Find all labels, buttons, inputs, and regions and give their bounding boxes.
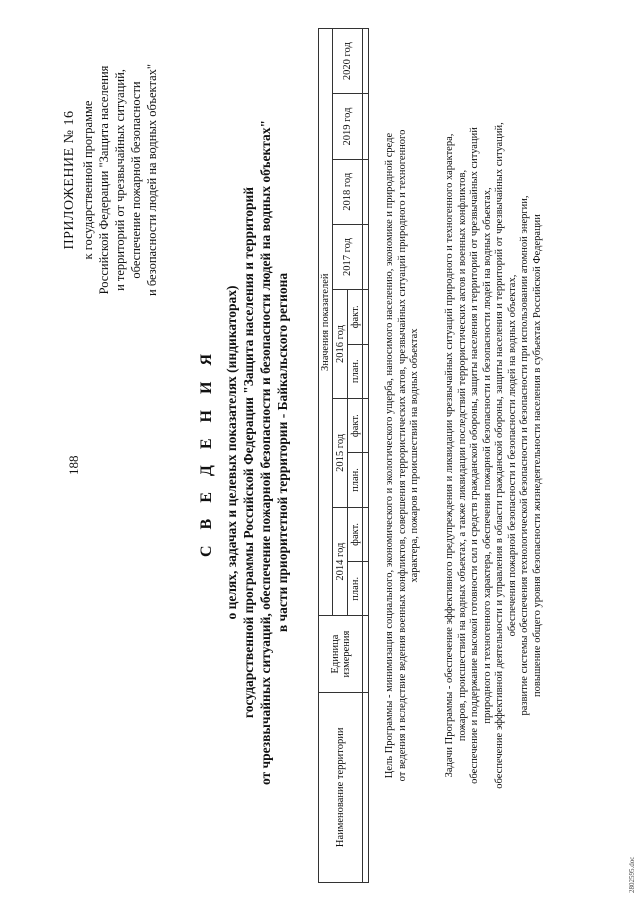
- empty-cell: [363, 94, 369, 159]
- appendix-line: и территорий от чрезвычайных ситуаций,: [113, 69, 127, 291]
- header-year-2015: 2015 год: [333, 398, 348, 507]
- appendix-line: Российской Федерации "Защита населения: [97, 65, 111, 295]
- header-plan: план.: [348, 344, 363, 398]
- program-tasks: [444, 28, 544, 883]
- header-plan: план.: [348, 453, 363, 507]
- header-year-2019: 2019 год: [333, 94, 363, 159]
- header-year-2020: 2020 год: [333, 29, 363, 94]
- heading-line: государственной программы Российской Федерации "Защита населения и территорий: [241, 186, 256, 719]
- document-heading: [198, 80, 291, 825]
- appendix-line: к государственной программе: [81, 100, 95, 260]
- task-line: обеспечение и поддержание высокой готовности сил и средств гражданской обороны, защиты населения и территорий от чрезвычайных ситуаций: [469, 127, 480, 784]
- task-line: обеспечения пожарной безопасности и безопасности людей на водных объектах,: [506, 274, 518, 637]
- empty-cell: [363, 344, 369, 398]
- task-line: развитие системы обеспечения технологической безопасности и безопасности при использовании атомной энергии,: [519, 195, 530, 716]
- empty-cell: [363, 453, 369, 507]
- header-year-2014: 2014 год: [333, 507, 348, 616]
- empty-cell: [363, 616, 369, 692]
- header-plan: план.: [348, 562, 363, 616]
- empty-cell: [363, 562, 369, 616]
- page-number: 188: [66, 455, 81, 475]
- program-goal: [384, 28, 422, 883]
- header-fact: факт.: [348, 398, 363, 452]
- goal-line: характера, пожаров и происшествий на водных объектах: [409, 328, 420, 583]
- appendix-title: ПРИЛОЖЕНИЕ № 16: [62, 110, 77, 250]
- empty-cell: [363, 224, 369, 289]
- empty-cell: [363, 398, 369, 452]
- header-unit: Единица измерения: [319, 616, 363, 692]
- header-year-2018: 2018 год: [333, 159, 363, 224]
- indicators-table: [318, 28, 369, 883]
- appendix-line: и безопасности людей на водных объектах": [145, 64, 159, 296]
- appendix-line: обеспечение пожарной безопасности: [129, 81, 143, 279]
- appendix-block: [62, 15, 160, 345]
- empty-cell: [363, 290, 369, 344]
- header-territory: Наименование территории: [319, 692, 363, 882]
- task-line: обеспечение эффективной деятельности и управления в области гражданской обороны, защиты населения и территорий от чрезвычайных ситуаций,: [494, 122, 505, 789]
- header-fact: факт.: [348, 290, 363, 344]
- empty-cell: [363, 159, 369, 224]
- header-year-2017: 2017 год: [333, 224, 363, 289]
- header-year-2016: 2016 год: [333, 290, 348, 399]
- empty-cell: [363, 507, 369, 561]
- task-line: повышение общего уровня безопасности жизнедеятельности населения в субъектах Российской Федерации: [531, 214, 543, 697]
- document-code: 2802595.doc: [628, 856, 636, 893]
- heading-title: С В Е Д Е Н И Я: [198, 347, 215, 558]
- task-line: Задачи Программы - обеспечение эффективного предупреждения и ликвидации чрезвычайных ситуаций природного и техногенного характера,: [444, 133, 455, 778]
- goal-line: от ведения и вследствие ведения военных конфликтов, совершения террористических актов, чрезвычайных ситуаций природного и техногенного: [396, 129, 408, 782]
- goal-line: Цель Программы - минимизация социального, экономического и экологического ущерба, наносимого населению, экономике и природной среде: [384, 132, 395, 779]
- header-fact: факт.: [348, 507, 363, 561]
- heading-line: от чрезвычайных ситуаций, обеспечение пожарной безопасности и безопасности людей на водных объектах": [258, 119, 273, 786]
- heading-line: о целях, задачах и целевых показателях (индикаторах): [224, 285, 239, 620]
- header-values: Значения показателей: [319, 29, 333, 617]
- empty-cell: [363, 692, 369, 882]
- task-line: пожаров, происшествий на водных объектах, а также ликвидации последствий террористических актов и военных конфликтов,: [456, 169, 468, 742]
- heading-line: в части приоритетной территории - Байкальского региона: [275, 272, 290, 633]
- task-line: природного и техногенного характера, обеспечения пожарной безопасности и безопасности людей на водных объектах,: [481, 187, 493, 724]
- empty-cell: [363, 29, 369, 94]
